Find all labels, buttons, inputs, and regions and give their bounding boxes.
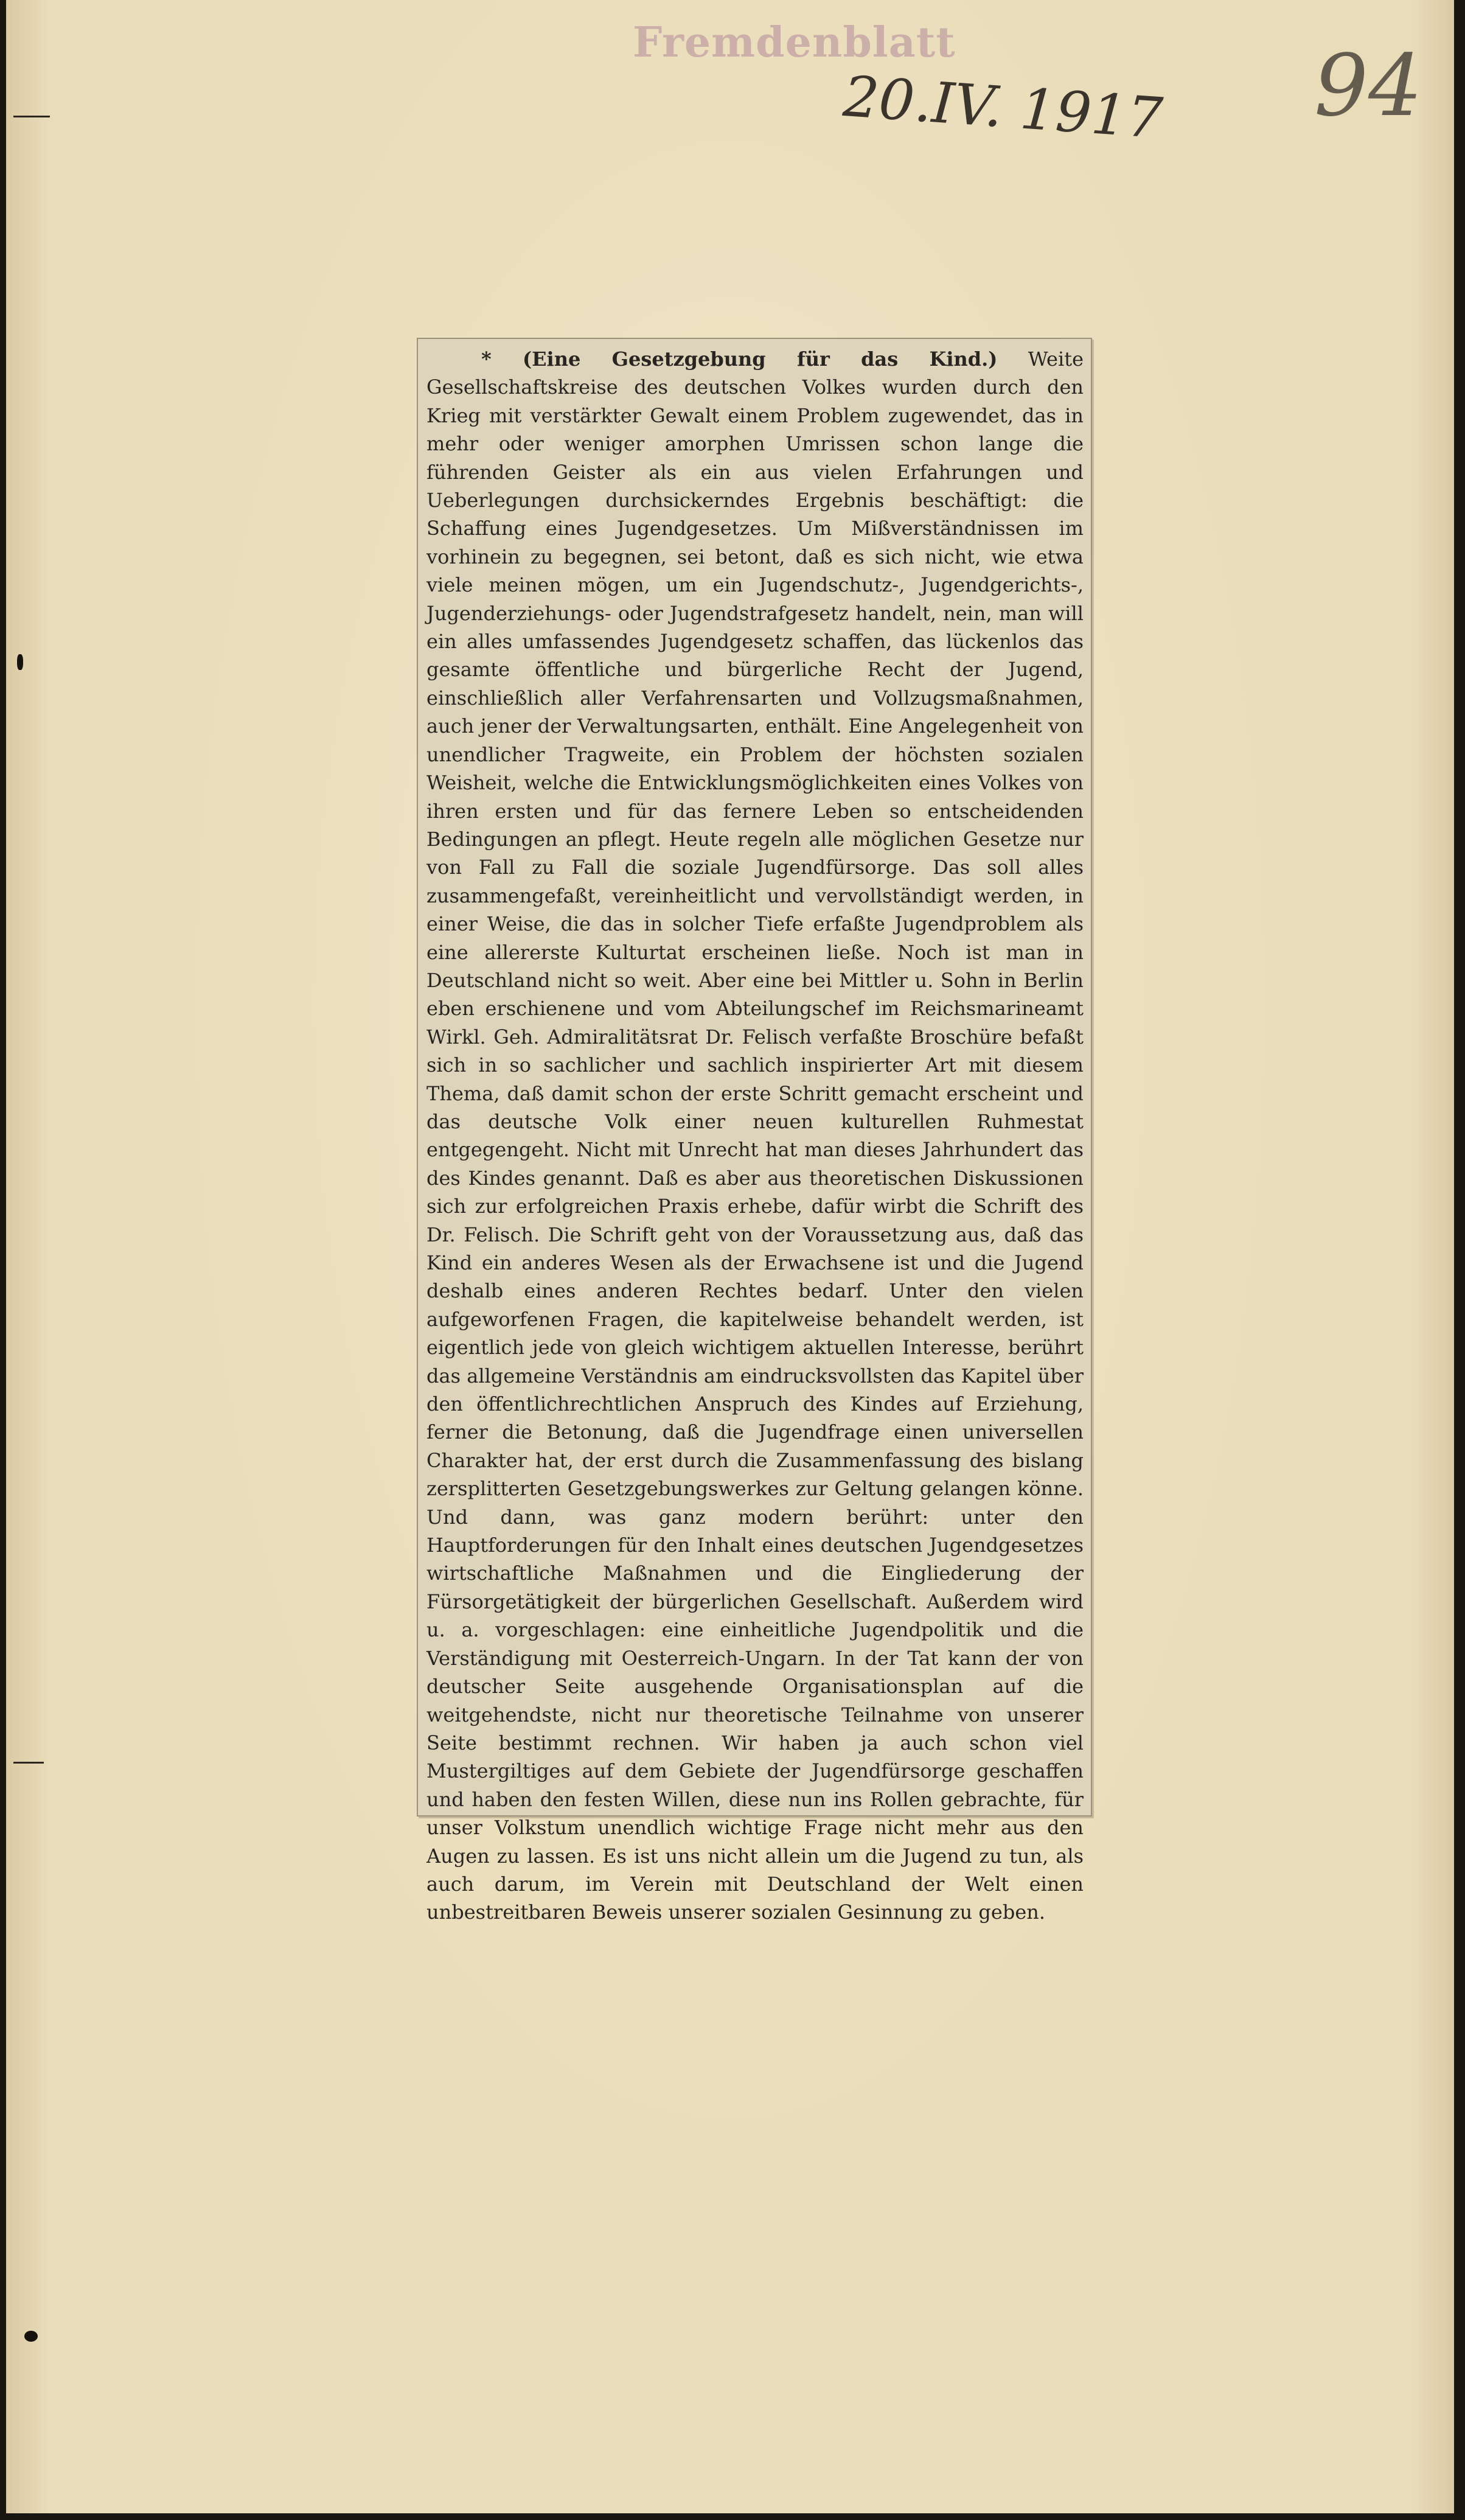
handwritten-date: 20.IV. 1917 (841, 64, 1165, 152)
article-body (426, 345, 1084, 1927)
article-headline: * (Eine Gesetzgebung für das Kind.) (481, 347, 998, 371)
edge-tear-mark (17, 654, 23, 670)
article-text: Weite Gesellschaftskreise des deutschen Volkes wurden durch den Krieg mit verstärkter Gewalt einem Problem zugewendet, das in mehr oder weniger amorphen Umrissen schon lange die führenden Geister als ein aus vielen Erfahrungen und Ueberlegungen durchsickerndes Ergebnis beschäftigt: die Schaffung eines Jugendgesetzes. Um Mißverständnissen im vorhinein zu begegnen, sei betont, daß es sich nicht, wie etwa viele meinen mögen, um ein Jugendschutz-, Jugendgerichts-, Jugenderziehungs- oder Jugendstrafgesetz handelt, nein, man will ein alles umfassendes Jugendgesetz schaffen, das lückenlos das gesamte öffentliche und bürgerliche Recht der Jugend, einschließlich aller Verfahrensarten und Vollzugsmaßnahmen, auch jener der Verwaltungsarten, enthält. Eine Angelegenheit von unendlicher Tragweite, ein Problem der höchsten sozialen Weisheit, welche die Entwicklungsmöglichkeiten eines Volkes von ihren ersten und für das fernere Leben so entscheidenden Bedingungen an pflegt. Heute regeln alle möglichen Gesetze nur von Fall zu Fall die soziale Jugendfürsorge. Das soll alles zusammengefaßt, vereinheitlicht und vervollständigt werden, in einer Weise, die das in solcher Tiefe erfaßte Jugendproblem als eine allererste Kulturtat erscheinen ließe. Noch ist man in Deutschland nicht so weit. Aber eine bei Mittler u. Sohn in Berlin eben erschienene und vom Abteilungschef im Reichsmarineamt Wirkl. Geh. Admiralitätsrat Dr. Felisch verfaßte Broschüre befaßt sich in so sachlicher und sachlich inspirierter Art mit diesem Thema, daß damit schon der erste Schritt gemacht erscheint und das deutsche Volk einer neuen kulturellen Ruhmestat entgegengeht. Nicht mit Unrecht hat man dieses Jahrhundert das des Kindes genannt. Daß es aber aus theoretischen Diskussionen sich zur erfolgreichen Praxis erhebe, dafür wirbt die Schrift des Dr. Felisch. Die Schrift geht von der Voraussetzung aus, daß das Kind ein anderes Wesen als der Erwachsene ist und die Jugend deshalb eines anderen Rechtes bedarf. Unter den vielen aufgeworfenen Fragen, die kapitelweise behandelt werden, ist eigentlich jede von gleich wichtigem aktuellen Interesse, berührt das allgemeine Verständnis am eindrucksvollsten das Kapitel über den öffentlichrechtlichen Anspruch des Kindes auf Erziehung, ferner die Betonung, daß die Jugendfrage einen universellen Charakter hat, der erst durch die Zusammenfassung des bislang zersplitterten Gesetzgebungswerkes zur Geltung gelangen könne. Und dann, was ganz modern berührt: unter den Hauptforderungen für den Inhalt eines deutschen Jugendgesetzes wirtschaftliche Maßnahmen und die Eingliederung der Fürsorgetätigkeit der bürgerlichen Gesellschaft. Außerdem wird u. a. vorgeschlagen: eine einheitliche Jugendpolitik und die Verständigung mit Oesterreich-Ungarn. In der Tat kann der von deutscher Seite ausgehende Organisationsplan auf die weitgehendste, nicht nur theoretische Teilnahme von unserer Seite bestimmt rechnen. Wir haben ja auch schon viel Mustergiltiges auf dem Gebiete der Jugendfürsorge geschaffen und haben den festen Willen, diese nun ins Rollen gebrachte, für unser Volkstum unendlich wichtige Frage nicht mehr aus den Augen zu lassen. Es ist uns nicht allein um die Jugend zu tun, als auch darum, im Verein mit Deutschland der Welt einen unbestreitbaren Beweis unserer sozialen Gesinnung zu geben. (426, 347, 1084, 1924)
newspaper-clipping (417, 338, 1092, 1924)
newspaper-stamp: Fremdenblatt (633, 18, 956, 67)
margin-tick-mark (13, 116, 50, 117)
margin-tick-mark (13, 1762, 44, 1764)
handwritten-page-number: 94 (1314, 37, 1423, 136)
archive-sheet (6, 0, 1454, 2513)
pin-hole-mark (24, 2331, 38, 2342)
